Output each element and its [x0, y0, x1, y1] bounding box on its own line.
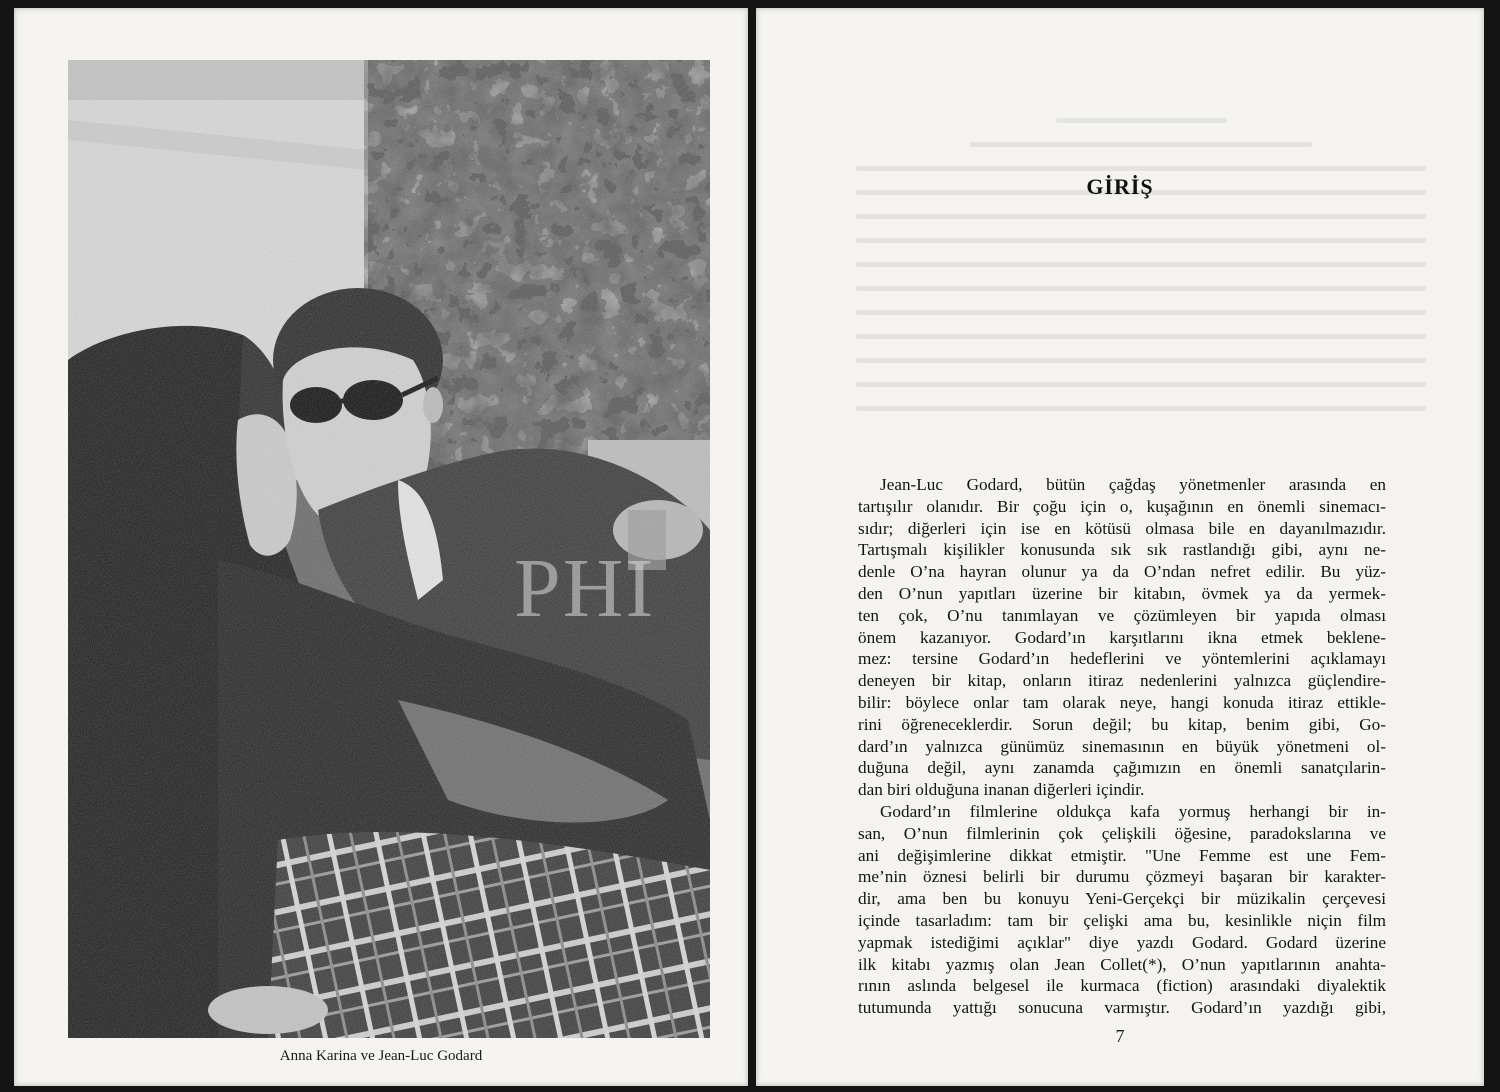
text-line: deneyen bir kitap, onların itiraz nedenlerini yalnızca güçlendire-: [858, 671, 1386, 691]
right-page: [756, 8, 1484, 1086]
text-line: yapmak istediğimi açıklar" diye yazdı Godard. Godard üzerine: [858, 932, 1386, 952]
text-line: bilir: böylece onlar tam olarak neye, hangi konuda itiraz ettikle-: [858, 692, 1386, 712]
text-line: içinde tasarladım: tam bir çelişki ama bu, kesinlikle niçin film: [858, 910, 1386, 930]
paragraph: [858, 474, 1386, 801]
text-line: Tartışmalı kişilikler konusunda sık sık rastlandığı gibi, aynı ne-: [858, 540, 1386, 560]
paragraph: [858, 801, 1386, 1019]
text-line: mez: tersine Godard’ın hedeflerini ve yöntemlerini açıklamayı: [858, 649, 1386, 669]
text-line: den O’nun yapıtları üzerine bir kitabın, övmek ya da yermek-: [858, 583, 1386, 603]
text-line: tartışılır olanıdır. Bir çoğu için o, kuşağının en önemli sinemacı-: [858, 496, 1386, 516]
text-line: ani değişimlerine dikkat etmiştir. "Une Femme est une Fem-: [858, 845, 1386, 865]
text-line: dir, ama ben bu konuyu Yeni-Gerçekçi bir müzikalin çerçevesi: [858, 889, 1386, 909]
text-line: me’nin öznesi belirli bir durumu çözmeyi başaran bir karakter-: [858, 867, 1386, 887]
text-line: dan biri olduğuna inanan diğerleri içindir.: [858, 780, 1145, 800]
text-line: denle O’na hayran olunur ya da O’ndan nefret edilir. Bu yüz-: [858, 562, 1386, 582]
watermark-text: PHI: [514, 542, 656, 635]
bleed-through-text: [856, 118, 1426, 478]
page-number: 7: [1115, 1026, 1125, 1046]
text-line: ilk kitabı yazmış olan Jean Collet(*), O’nun yapıtlarının anahta-: [858, 954, 1386, 974]
text-line: rini öğreneceklerdir. Sorun değil; bu kitap, benim gibi, Go-: [858, 714, 1386, 734]
text-line: sıdır; diğerleri için ise en kötüsü olmasa bile en dayanılmazıdır.: [858, 518, 1386, 538]
body-text: [858, 474, 1386, 1019]
text-line: ten çok, O’nu tanımlayan ve çözümleyen bir yapıda olması: [858, 605, 1386, 625]
photo-caption: Anna Karina ve Jean-Luc Godard: [279, 1048, 483, 1064]
text-line: önem kazanıyor. Godard’ın karşıtlarını ikna etmek beklene-: [858, 627, 1386, 647]
text-line: san, O’nun filmlerinin çok çelişkili öğesine, paradokslarına ve: [858, 823, 1386, 843]
chapter-title: GİRİŞ: [1086, 174, 1154, 199]
text-line: tutumunda yattığı sonucuna varmıştır. Godard’ın yazdığı gibi,: [858, 998, 1386, 1018]
text-line: Godard’ın filmlerine oldukça kafa yormuş herhangi bir in-: [880, 801, 1386, 821]
text-line: duğuna değil, aynı zanamda çağımızın en önemli sanatçılarin-: [858, 758, 1386, 778]
text-line: dard’ın yalnızca günümüz sinemasının en büyük yönetmeni ol-: [858, 736, 1386, 756]
left-page: [14, 8, 748, 1086]
text-line: Jean-Luc Godard, bütün çağdaş yönetmenler arasında en: [880, 475, 1386, 494]
text-line: rının aslında belgesel ile kurmaca (fiction) arasındaki diyalektik: [858, 976, 1386, 996]
